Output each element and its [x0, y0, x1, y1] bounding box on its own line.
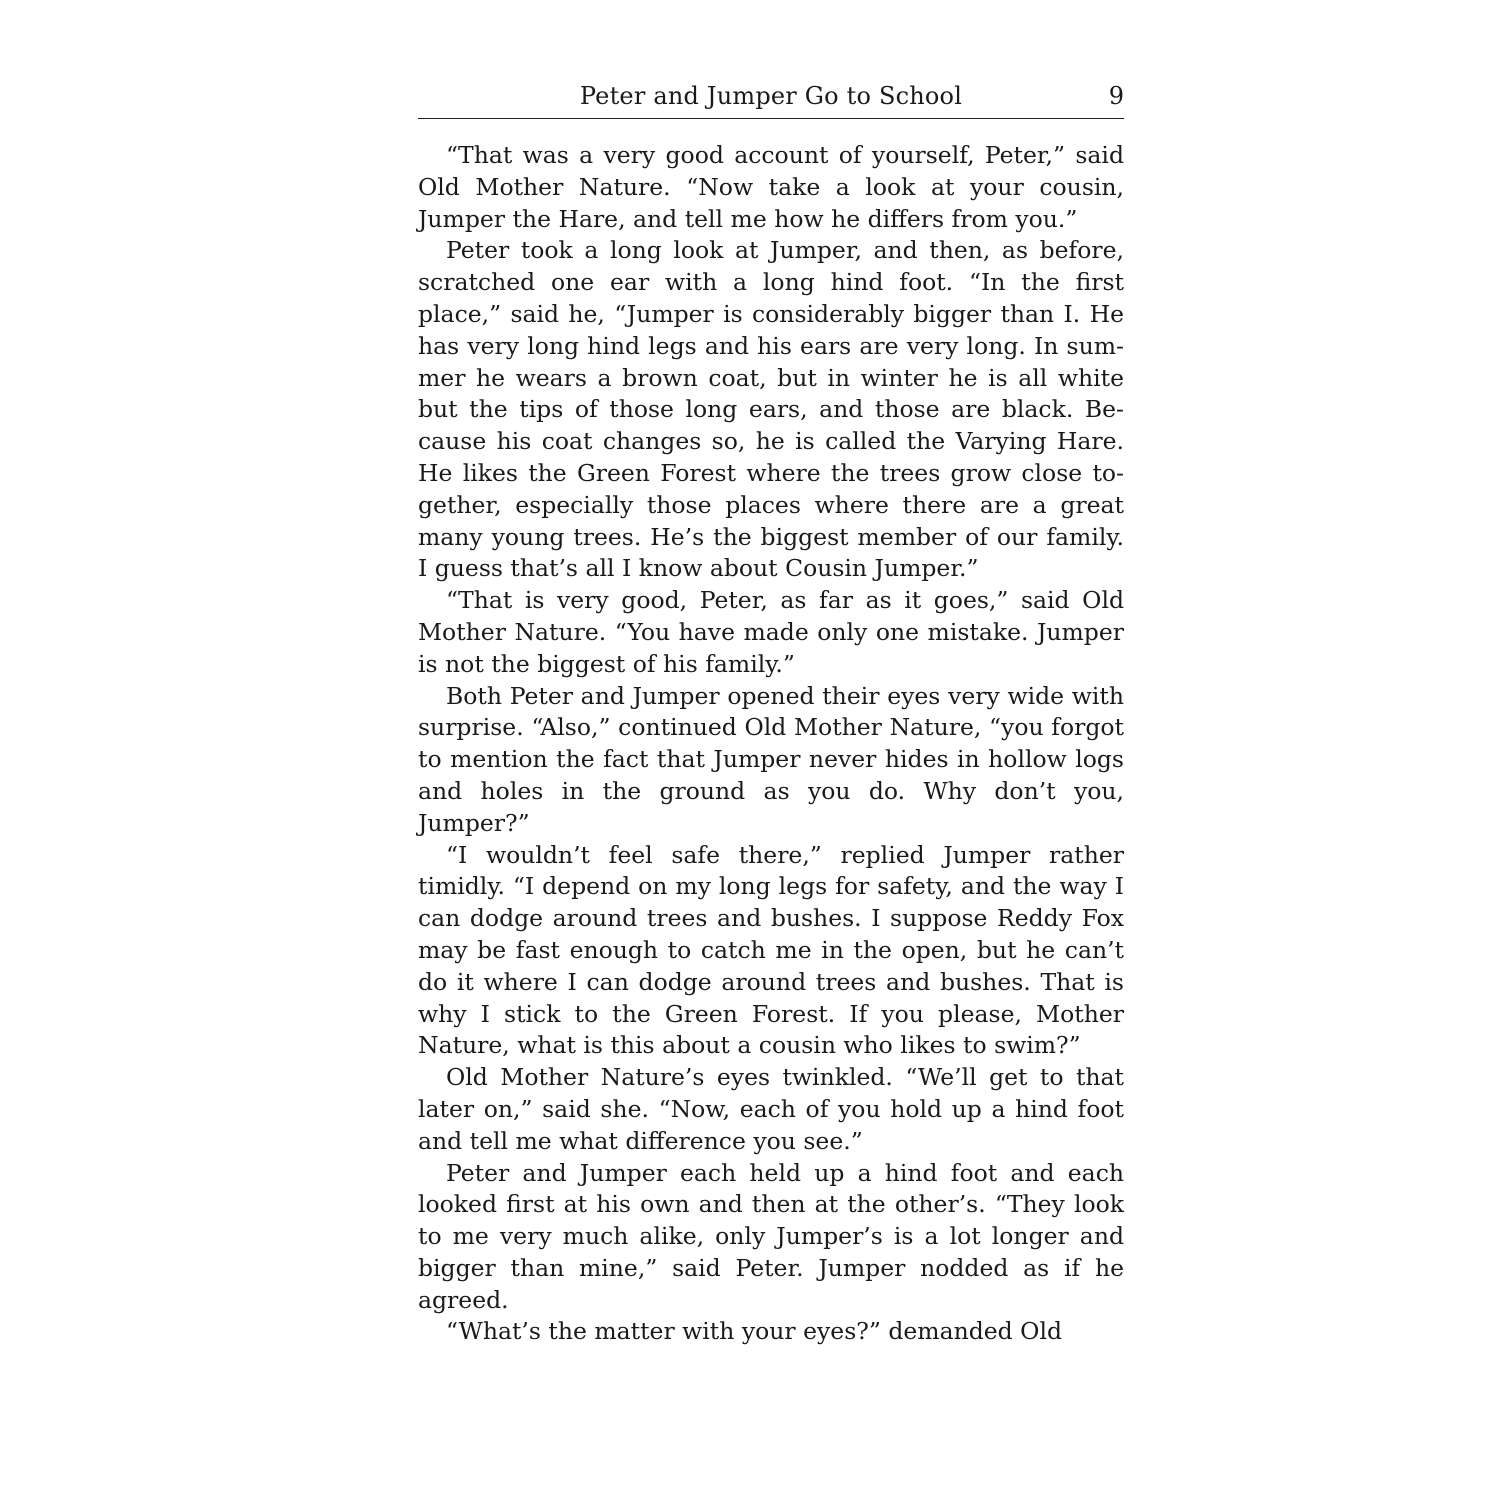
paragraph: “I wouldn’t feel safe there,” replied Jumper rather timidly. “I depend on my long legs for safety, and the way I can dodge around trees and bushes. I suppose Reddy Fox may be fast enough to catch me in the open, but he can’t do it where I can dodge around trees and bushes. That is why I stick to the Green Forest. If you please, Mother Nature, what is this about a cousin who likes to swim?”: [418, 840, 1124, 1060]
chapter-title: Peter and Jumper Go to School: [579, 82, 963, 110]
paragraph: Old Mother Nature’s eyes twinkled. “We’ll get to that later on,” said she. “Now, each of you hold up a hind foot and tell me what difference you see.”: [418, 1063, 1124, 1155]
paragraph: Peter took a long look at Jumper, and then, as before, scratched one ear with a long hind foot. “In the first place,” said he, “Jumper is considerably bigger than I. He has very long hind legs and his ears are very long. In summer he wears a brown coat, but in winter he is all white but the tips of those long ears, and those are black. Because his coat changes so, he is called the Varying Hare. He likes the Green Forest where the trees grow close together, especially those places where there are a great many young trees. He’s the biggest member of our family. I guess that’s all I know about Cousin Jumper.”: [418, 236, 1124, 583]
paragraph: “That was a very good account of yourself, Peter,” said Old Mother Nature. “Now take a look at your cousin, Jumper the Hare, and tell me how he differs from you.”: [418, 141, 1124, 233]
paragraph: Peter and Jumper each held up a hind foot and each looked first at his own and then at the other’s. “They look to me very much alike, only Jumper’s is a lot longer and bigger than mine,” said Peter. Jumper nodded as if he agreed.: [418, 1158, 1124, 1314]
page-number: 9: [1108, 82, 1124, 110]
paragraph: Both Peter and Jumper opened their eyes very wide with surprise. “Also,” continued Old Mother Nature, “you forgot to mention the fact that Jumper never hides in hollow logs and holes in the ground as you do. Why don’t you, Jumper?”: [418, 681, 1124, 837]
paragraph: “That is very good, Peter, as far as it goes,” said Old Mother Nature. “You have made only one mistake. Jumper is not the biggest of his family.”: [418, 586, 1124, 678]
paragraph: “What’s the matter with your eyes?” demanded Old: [446, 1317, 1063, 1346]
book-page: [418, 82, 1124, 1348]
running-header: [418, 82, 1124, 119]
body-text: [418, 140, 1124, 1348]
